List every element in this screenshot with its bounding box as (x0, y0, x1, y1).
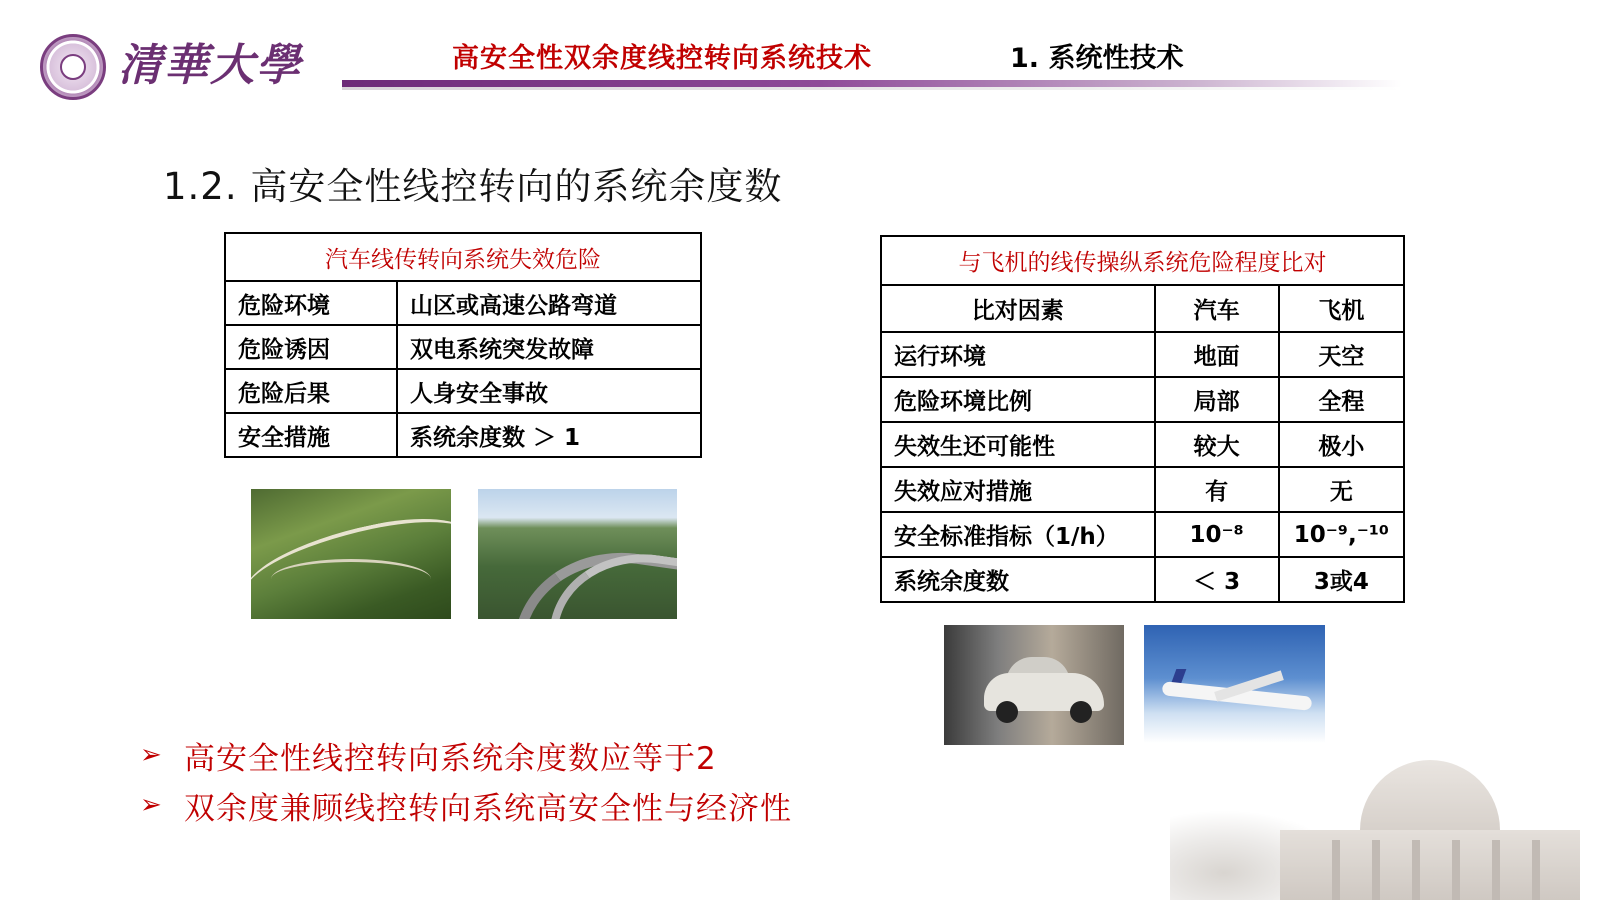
table-key-cell: 危险诱因 (225, 325, 397, 369)
table-cell: 地面 (1155, 332, 1279, 377)
table-cell: 极小 (1279, 422, 1404, 467)
table-cell: 失效应对措施 (881, 467, 1155, 512)
table-cell: ＜ 3 (1155, 557, 1279, 602)
table-cell: 局部 (1155, 377, 1279, 422)
table-cell: 3或4 (1279, 557, 1404, 602)
table-cell: 10⁻⁹,⁻¹⁰ (1279, 512, 1404, 557)
arrow-bullet-icon: ➢ (140, 790, 162, 820)
table-cell: 10⁻⁸ (1155, 512, 1279, 557)
column-header: 汽车 (1155, 285, 1279, 332)
table-value-cell: 山区或高速公路弯道 (397, 281, 701, 325)
car-failure-risk-table (224, 232, 702, 458)
table-row (225, 413, 701, 457)
table-header-row (881, 285, 1404, 332)
column-header: 比对因素 (881, 285, 1155, 332)
highway-curve-photo (478, 489, 677, 619)
mountain-road-photo (251, 489, 451, 619)
table-key-cell: 危险后果 (225, 369, 397, 413)
aircraft-comparison-table (880, 235, 1405, 603)
table-cell: 有 (1155, 467, 1279, 512)
arrow-bullet-icon: ➢ (140, 740, 162, 770)
list-item (140, 780, 792, 830)
header-divider (342, 80, 1402, 87)
table-cell: 无 (1279, 467, 1404, 512)
tsinghua-seal-logo (40, 34, 106, 100)
table-row (881, 557, 1404, 602)
table-key-cell: 安全措施 (225, 413, 397, 457)
bullet-text: 高安全性线控转向系统余度数应等于2 (184, 740, 717, 777)
table-row (225, 369, 701, 413)
table-cell: 失效生还可能性 (881, 422, 1155, 467)
campus-building-watermark (1170, 750, 1600, 900)
table-row (225, 281, 701, 325)
table-cell: 安全标准指标（1/h） (881, 512, 1155, 557)
header-divider-shadow (342, 87, 1402, 90)
table-cell: 系统余度数 (881, 557, 1155, 602)
bullet-text: 双余度兼顾线控转向系统高安全性与经济性 (184, 790, 792, 827)
table-caption: 与飞机的线传操纵系统危险程度比对 (881, 236, 1404, 285)
slide-deck-title: 高安全性双余度线控转向系统技术 (452, 43, 872, 74)
table-row (881, 467, 1404, 512)
table-value-cell: 系统余度数 ＞ 1 (397, 413, 701, 457)
conclusion-bullets (140, 730, 792, 830)
table-row (225, 325, 701, 369)
sports-car-photo (944, 625, 1124, 745)
table-cell: 危险环境比例 (881, 377, 1155, 422)
table-cell: 全程 (1279, 377, 1404, 422)
table-value-cell: 双电系统突发故障 (397, 325, 701, 369)
table-cell: 较大 (1155, 422, 1279, 467)
tsinghua-wordmark: 清華大學 (118, 40, 302, 91)
table-cell: 天空 (1279, 332, 1404, 377)
section-heading: 1.2. 高安全性线控转向的系统余度数 (163, 165, 783, 208)
table-row (881, 377, 1404, 422)
table-key-cell: 危险环境 (225, 281, 397, 325)
table-cell: 运行环境 (881, 332, 1155, 377)
table-value-cell: 人身安全事故 (397, 369, 701, 413)
list-item (140, 730, 792, 780)
table-row (881, 512, 1404, 557)
column-header: 飞机 (1279, 285, 1404, 332)
airliner-photo (1144, 625, 1325, 743)
section-label: 1. 系统性技术 (1010, 43, 1184, 74)
table-row (881, 332, 1404, 377)
table-row (881, 422, 1404, 467)
table-caption: 汽车线传转向系统失效危险 (225, 233, 701, 281)
